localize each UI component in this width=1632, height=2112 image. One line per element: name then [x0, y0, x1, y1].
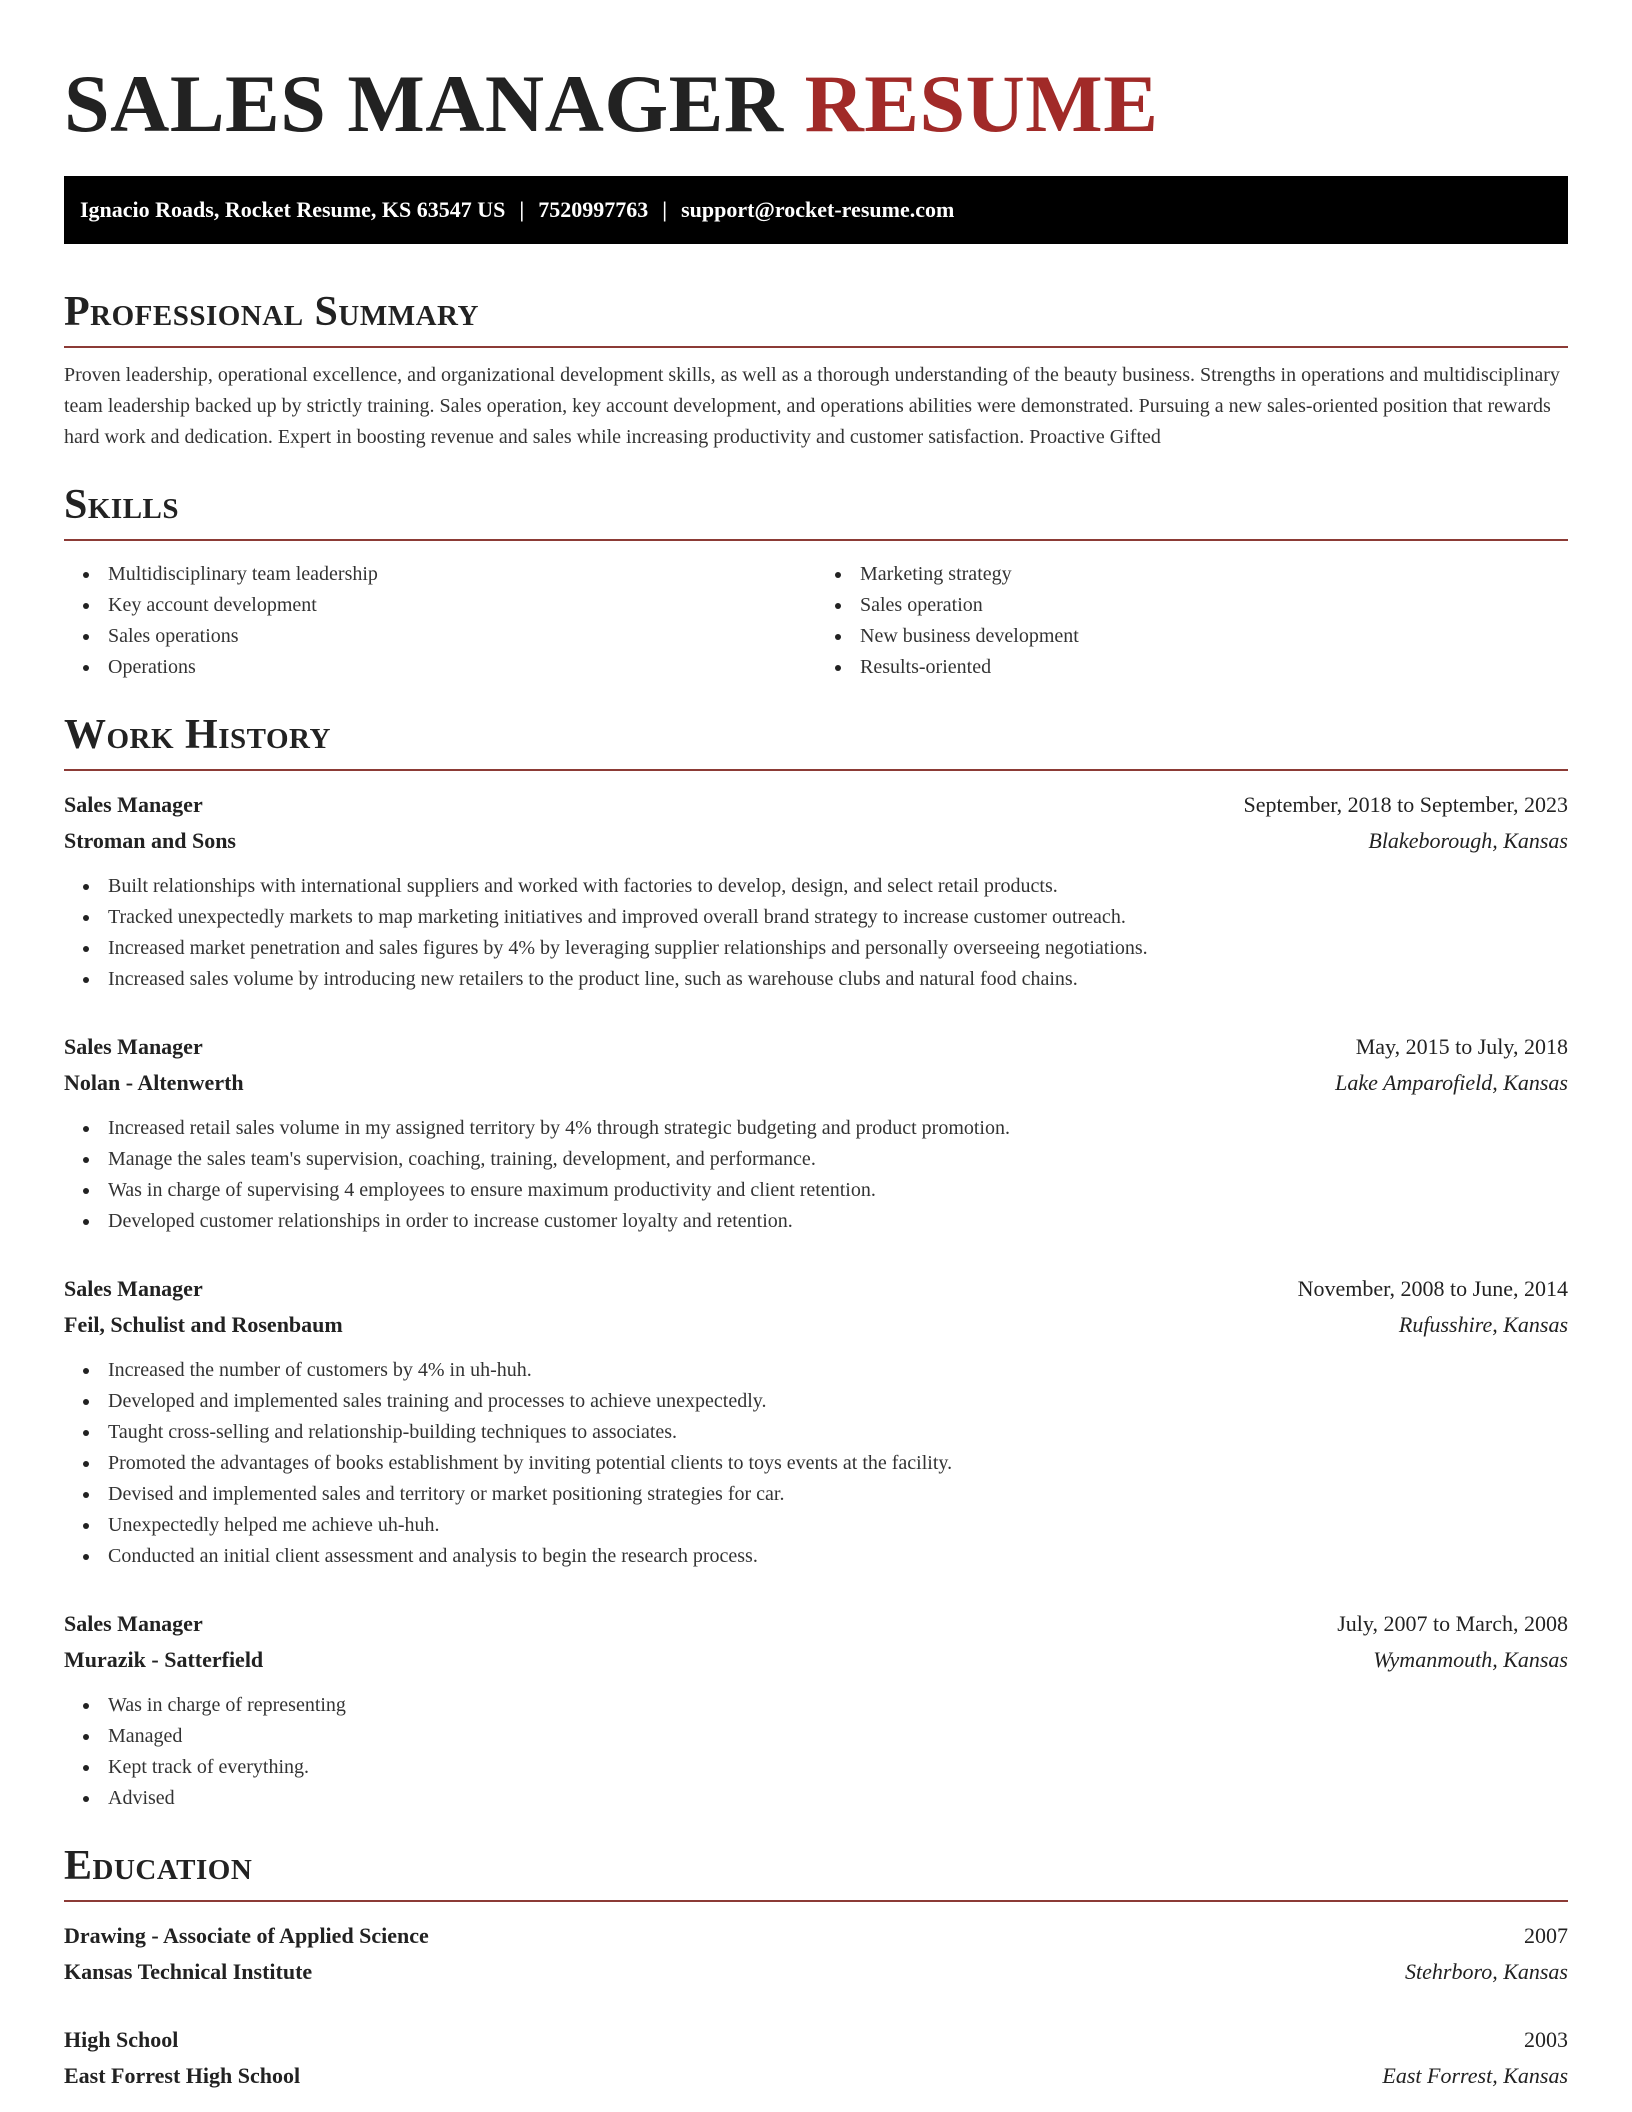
professional-summary-section — [64, 286, 1568, 453]
job-bullet: Kept track of everything. — [108, 1752, 1568, 1783]
job-entry — [64, 789, 1568, 995]
job-bullet: Tracked unexpectedly markets to map marketing initiatives and improved overall brand strategy to increase customer outreach. — [108, 902, 1568, 933]
school-location: Stehrboro, Kansas — [1405, 1959, 1568, 1984]
company-name: Feil, Schulist and Rosenbaum — [64, 1312, 343, 1337]
job-bullet: Was in charge of representing — [108, 1690, 1568, 1721]
contact-bar — [64, 176, 1568, 244]
skill-item: Sales operations — [108, 621, 816, 652]
job-bullet: Advised — [108, 1783, 1568, 1814]
job-title: Sales Manager — [64, 1276, 203, 1301]
job-bullets — [64, 1355, 1568, 1572]
contact-email: support@rocket-resume.com — [681, 197, 955, 222]
education-year: 2007 — [1524, 1923, 1568, 1948]
resume-title — [64, 0, 1568, 154]
contact-address: Ignacio Roads, Rocket Resume, KS 63547 US — [80, 197, 506, 222]
job-bullet: Increased the number of customers by 4% in uh-huh. — [108, 1355, 1568, 1386]
school-location: East Forrest, Kansas — [1382, 2063, 1568, 2088]
section-divider — [64, 769, 1568, 771]
job-location: Rufusshire, Kansas — [1398, 1312, 1568, 1337]
title-accent: RESUME — [804, 58, 1159, 149]
section-divider — [64, 1900, 1568, 1902]
contact-separator: | — [662, 197, 668, 222]
skills-columns — [64, 559, 1568, 683]
skill-item: New business development — [860, 621, 1568, 652]
job-bullet: Manage the sales team's supervision, coaching, training, development, and performance. — [108, 1144, 1568, 1175]
job-bullet: Developed customer relationships in order to increase customer loyalty and retention. — [108, 1206, 1568, 1237]
degree-name: High School — [64, 2027, 179, 2052]
job-entry — [64, 1273, 1568, 1572]
job-bullet: Promoted the advantages of books establishment by inviting potential clients to toys events at the facility. — [108, 1448, 1568, 1479]
job-bullet: Unexpectedly helped me achieve uh-huh. — [108, 1510, 1568, 1541]
skill-item: Multidisciplinary team leadership — [108, 559, 816, 590]
job-entry — [64, 1608, 1568, 1814]
job-entry — [64, 1031, 1568, 1237]
skill-item: Operations — [108, 652, 816, 683]
skills-section — [64, 479, 1568, 683]
job-location: Lake Amparofield, Kansas — [1335, 1070, 1568, 1095]
job-title: Sales Manager — [64, 792, 203, 817]
job-bullet: Increased sales volume by introducing new retailers to the product line, such as warehouse clubs and natural food chains. — [108, 964, 1568, 995]
education-entry — [64, 2024, 1568, 2092]
section-heading: Education — [64, 1843, 253, 1889]
job-bullet: Taught cross-selling and relationship-building techniques to associates. — [108, 1417, 1568, 1448]
company-name: Murazik - Satterfield — [64, 1647, 264, 1672]
skill-item: Key account development — [108, 590, 816, 621]
summary-text: Proven leadership, operational excellence, and organizational development skills, as well as a thorough understanding of the beauty business. Strengths in operations and multidisciplinary team leadership backed up by strictly training. Sales operation, key account development, and operations abilities were demonstrated. Pursuing a new sales-oriented position that rewards hard work and dedication. Expert in boosting revenue and sales while increasing productivity and customer satisfaction. Proactive Gifted — [64, 364, 1560, 448]
job-title: Sales Manager — [64, 1034, 203, 1059]
title-main: SALES MANAGER — [64, 58, 784, 149]
job-bullet: Devised and implemented sales and territory or market positioning strategies for car. — [108, 1479, 1568, 1510]
education-entry — [64, 1920, 1568, 1988]
contact-separator: | — [519, 197, 525, 222]
job-dates: May, 2015 to July, 2018 — [1355, 1034, 1568, 1059]
job-bullet: Managed — [108, 1721, 1568, 1752]
skills-list-left — [64, 559, 816, 683]
school-name: East Forrest High School — [64, 2063, 301, 2088]
education-section — [64, 1840, 1568, 2092]
section-divider — [64, 346, 1568, 348]
degree-name: Drawing - Associate of Applied Science — [64, 1923, 429, 1948]
section-divider — [64, 539, 1568, 541]
work-history-section — [64, 709, 1568, 1814]
job-dates: July, 2007 to March, 2008 — [1337, 1611, 1568, 1636]
contact-phone: 7520997763 — [538, 197, 649, 222]
job-title: Sales Manager — [64, 1611, 203, 1636]
job-bullets — [64, 1690, 1568, 1814]
skill-item: Results-oriented — [860, 652, 1568, 683]
skills-list-right — [816, 559, 1568, 683]
company-name: Stroman and Sons — [64, 828, 236, 853]
school-name: Kansas Technical Institute — [64, 1959, 313, 1984]
job-dates: November, 2008 to June, 2014 — [1297, 1276, 1568, 1301]
company-name: Nolan - Altenwerth — [64, 1070, 244, 1095]
section-heading: Work History — [64, 712, 331, 758]
skill-item: Sales operation — [860, 590, 1568, 621]
job-bullet: Increased market penetration and sales figures by 4% by leveraging supplier relationships and personally overseeing negotiations. — [108, 933, 1568, 964]
job-bullet: Developed and implemented sales training and processes to achieve unexpectedly. — [108, 1386, 1568, 1417]
section-heading: Skills — [64, 482, 180, 528]
job-bullet: Increased retail sales volume in my assigned territory by 4% through strategic budgeting and product promotion. — [108, 1113, 1568, 1144]
section-heading: Professional Summary — [64, 289, 479, 335]
job-location: Blakeborough, Kansas — [1368, 828, 1568, 853]
skill-item: Marketing strategy — [860, 559, 1568, 590]
job-bullet: Conducted an initial client assessment and analysis to begin the research process. — [108, 1541, 1568, 1572]
education-year: 2003 — [1524, 2027, 1568, 2052]
job-location: Wymanmouth, Kansas — [1373, 1647, 1568, 1672]
job-bullet: Built relationships with international suppliers and worked with factories to develop, design, and select retail products. — [108, 871, 1568, 902]
job-dates: September, 2018 to September, 2023 — [1243, 792, 1568, 817]
job-bullets — [64, 871, 1568, 995]
job-bullets — [64, 1113, 1568, 1237]
job-bullet: Was in charge of supervising 4 employees to ensure maximum productivity and client retention. — [108, 1175, 1568, 1206]
